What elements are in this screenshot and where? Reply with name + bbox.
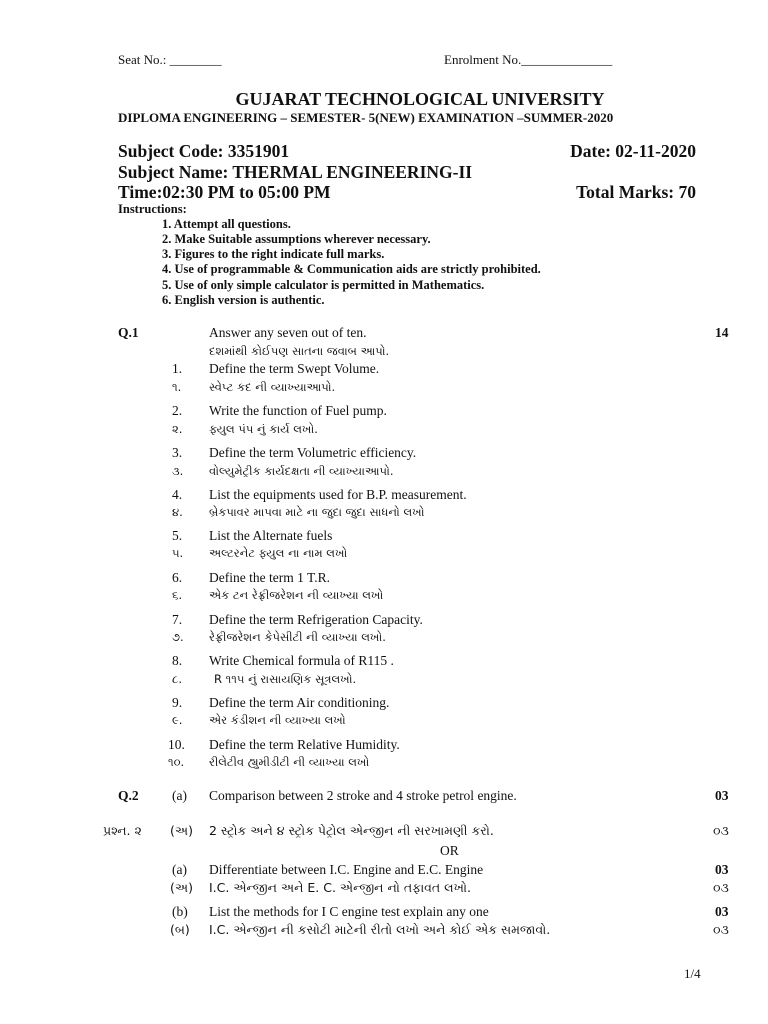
question-item: List the Alternate fuels bbox=[209, 528, 333, 543]
question-item-gujarati: I.C. એન્જીન ની કસોટી માટેની રીતો લખો અને કોઈ એક સમજાવો. bbox=[209, 922, 551, 937]
question-item-gujarati: ફ્યુલ પંપ નું કાર્ય લખો. bbox=[209, 422, 318, 436]
question-item-gujarati: એર કંડીશન ની વ્યાખ્યા લખો bbox=[209, 713, 346, 727]
item-number: 1. bbox=[172, 361, 183, 376]
question-marks: 03 bbox=[715, 862, 729, 877]
item-number: 9. bbox=[172, 695, 183, 710]
item-number-gujarati: ૨. bbox=[172, 422, 183, 436]
enrolment-number-label: Enrolment No. bbox=[444, 52, 522, 67]
instruction-item: 2. Make Suitable assumptions wherever necessary. bbox=[162, 232, 431, 246]
item-number: 8. bbox=[172, 653, 183, 668]
instruction-item: 3. Figures to the right indicate full marks. bbox=[162, 247, 385, 261]
part-label-gujarati: (અ) bbox=[170, 823, 193, 838]
item-number-gujarati: ૬. bbox=[172, 588, 183, 602]
question-item-gujarati: વોલ્યુમેટ્રીક કાર્યદક્ષતા ની વ્યાખ્યાઆપો. bbox=[209, 464, 394, 478]
question-item-gujarati: 2 સ્ટ્રોક અને ૪ સ્ટ્રોક પેટ્રોલ એન્જીન ની સરખામણી કરો. bbox=[209, 823, 494, 838]
item-number-gujarati: ૩. bbox=[172, 464, 184, 478]
question-marks-gujarati: ૦૩ bbox=[713, 922, 729, 937]
question-item-gujarati: R ૧૧૫ નું રાસાયણિક સૂત્રલખો. bbox=[214, 672, 357, 686]
exam-line: DIPLOMA ENGINEERING – SEMESTER- 5(NEW) EXAMINATION –SUMMER-2020 bbox=[118, 110, 614, 125]
question-item: Define the term Swept Volume. bbox=[209, 361, 380, 376]
instruction-item: 6. English version is authentic. bbox=[162, 293, 325, 307]
question-item-gujarati: બ્રેકપાવર માપવા માટે ના જુદા જુદા સાધનો લખો bbox=[209, 505, 425, 519]
question-item: Define the term Relative Humidity. bbox=[209, 737, 400, 752]
item-number-gujarati: ૧. bbox=[172, 380, 182, 394]
question-marks-gujarati: ૦૩ bbox=[713, 823, 729, 838]
subject-name: Subject Name: THERMAL ENGINEERING-II bbox=[118, 162, 473, 182]
question-item-gujarati: એક ટન રેફ્રીજરેશન ની વ્યાખ્યા લખો bbox=[209, 588, 384, 602]
instructions-title: Instructions: bbox=[118, 202, 187, 216]
item-number-gujarati: ૭. bbox=[172, 630, 184, 644]
question-number: Q.1 bbox=[118, 325, 139, 340]
question-item-gujarati: રીલેટીવ હ્યુમીડીટી ની વ્યાખ્યા લખો bbox=[209, 755, 370, 769]
question-item-gujarati: અલ્ટરનેટ ફ્યુલ ના નામ લખો bbox=[209, 546, 348, 560]
or-separator: OR bbox=[440, 843, 459, 858]
question-item: Define the term Refrigeration Capacity. bbox=[209, 612, 423, 627]
part-label: (a) bbox=[172, 788, 187, 803]
question-item: Write the function of Fuel pump. bbox=[209, 403, 387, 418]
total-marks: Total Marks: 70 bbox=[576, 182, 696, 202]
part-label-gujarati: (બ) bbox=[170, 922, 190, 937]
question-marks: 03 bbox=[715, 788, 729, 803]
item-number: 2. bbox=[172, 403, 183, 418]
item-number-gujarati: ૯. bbox=[172, 713, 183, 727]
seat-number-field bbox=[118, 52, 222, 68]
item-number: 3. bbox=[172, 445, 183, 460]
question-item: Write Chemical formula of R115 . bbox=[209, 653, 394, 668]
enrolment-number-blank: ______________ bbox=[521, 52, 613, 67]
question-marks: 14 bbox=[715, 325, 729, 340]
item-number: 6. bbox=[172, 570, 183, 585]
exam-time: Time:02:30 PM to 05:00 PM bbox=[118, 182, 331, 202]
instruction-item: 5. Use of only simple calculator is permitted in Mathematics. bbox=[162, 278, 485, 292]
question-item: List the methods for I C engine test explain any one bbox=[209, 904, 489, 919]
question-item-gujarati: I.C. એન્જીન અને E. C. એન્જીન નો તફાવત લખો. bbox=[209, 880, 472, 895]
question-item: Comparison between 2 stroke and 4 stroke petrol engine. bbox=[209, 788, 517, 803]
part-label: (b) bbox=[172, 904, 188, 919]
exam-date: Date: 02-11-2020 bbox=[570, 141, 696, 161]
question-prompt-gujarati: દશમાંથી કોઈપણ સાતના જવાબ આપો. bbox=[209, 344, 390, 358]
instruction-item: 4. Use of programmable & Communication aids are strictly prohibited. bbox=[162, 262, 541, 276]
item-number: 4. bbox=[172, 487, 183, 502]
item-number-gujarati: ૪. bbox=[172, 505, 183, 519]
question-item-gujarati: રેફ્રીજરેશન કેપેસીટી ની વ્યાખ્યા લખો. bbox=[209, 630, 386, 644]
question-marks-gujarati: ૦૩ bbox=[713, 880, 729, 895]
question-marks: 03 bbox=[715, 904, 729, 919]
question-item-gujarati: સ્વેપ્ટ કદ ની વ્યાખ્યાઆપો. bbox=[209, 380, 336, 394]
question-item: Define the term Volumetric efficiency. bbox=[209, 445, 417, 460]
seat-number-label: Seat No.: bbox=[118, 52, 167, 67]
instruction-item: 1. Attempt all questions. bbox=[162, 217, 291, 231]
question-item: Define the term 1 T.R. bbox=[209, 570, 330, 585]
page-number: 1/4 bbox=[684, 966, 701, 981]
enrolment-number-field bbox=[444, 52, 612, 68]
question-prompt: Answer any seven out of ten. bbox=[209, 325, 367, 340]
question-number: Q.2 bbox=[118, 788, 139, 803]
item-number-gujarati: ૮. bbox=[172, 672, 182, 686]
item-number: 5. bbox=[172, 528, 183, 543]
part-label: (a) bbox=[172, 862, 187, 877]
seat-number-blank: ________ bbox=[169, 52, 222, 67]
item-number-gujarati: ૫. bbox=[172, 546, 184, 560]
question-number-gujarati: પ્રશ્ન. ૨ bbox=[103, 823, 142, 838]
subject-code: Subject Code: 3351901 bbox=[118, 141, 290, 161]
question-item: List the equipments used for B.P. measurement. bbox=[209, 487, 467, 502]
item-number: 7. bbox=[172, 612, 183, 627]
university-title: GUJARAT TECHNOLOGICAL UNIVERSITY bbox=[235, 89, 605, 109]
item-number-gujarati: ૧૦. bbox=[168, 755, 185, 769]
part-label-gujarati: (અ) bbox=[170, 880, 193, 895]
item-number: 10. bbox=[168, 737, 185, 752]
question-item: Define the term Air conditioning. bbox=[209, 695, 390, 710]
question-item: Differentiate between I.C. Engine and E.C. Engine bbox=[209, 862, 484, 877]
